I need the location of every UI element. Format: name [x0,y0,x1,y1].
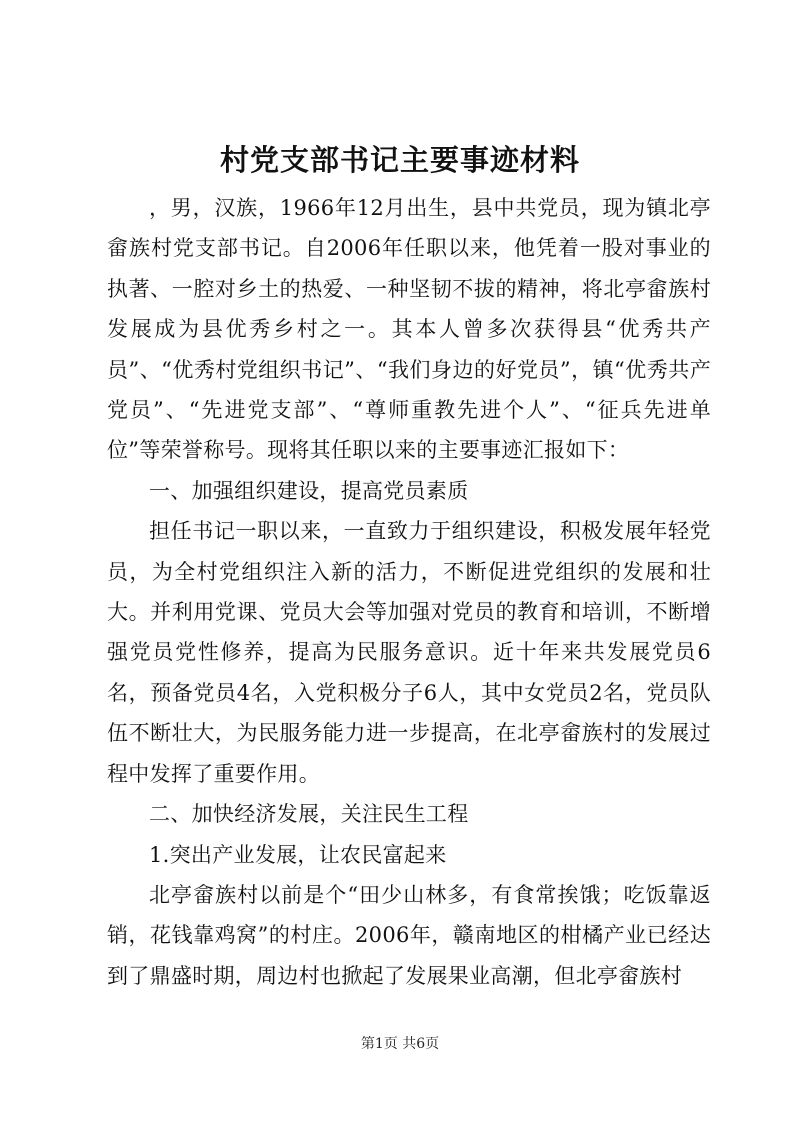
document-body [107,188,711,996]
section-heading-2: 二、加快经济发展，关注民生工程 [149,802,469,827]
page-footer: 第1页 共6页 [360,1036,440,1052]
paragraph-industry: 北亭畲族村以前是个“田少山林多，有食常挨饿；吃饭靠返销，花钱靠鸡窝”的村庄。2006年，赣南地区的柑橘产业已经达到了鼎盛时期，周边村也掀起了发展果业高潮，但北亭畲族村 [107,882,711,988]
subsection-heading-1: 1.突出产业发展，让农民富起来 [149,842,447,867]
section-heading-1: 一、加强组织建设，提高党员素质 [149,478,469,503]
paragraph-organization: 担任书记一职以来，一直致力于组织建设，积极发展年轻党员，为全村党组织注入新的活力，不断促进党组织的发展和壮大。并利用党课、党员大会等加强对党员的教育和培训，不断增强党员党性修养，提高为民服务意识。近十年来共发展党员6名，预备党员4名，入党积极分子6人，其中女党员2名，党员队伍不断壮大，为民服务能力进一步提高，在北亭畲族村的发展过程中发挥了重要作用。 [107,519,711,786]
document-title: 村党支部书记主要事迹材料 [219,143,580,177]
paragraph-intro: ，男，汉族，1966年12月出生，县中共党员，现为镇北亭畲族村党支部书记。自2006年任职以来，他凭着一股对事业的执著、一腔对乡土的热爱、一种坚韧不拔的精神，将北亭畲族村发展成为县优秀乡村之一。其本人曾多次获得县“优秀共产员”、“优秀村党组织书记”、“我们身边的好党员”，镇“优秀共产党员”、“先进党支部”、“尊师重教先进个人”、“征兵先进单位”等荣誉称号。现将其任职以来的主要事迹汇报如下： [107,196,711,463]
